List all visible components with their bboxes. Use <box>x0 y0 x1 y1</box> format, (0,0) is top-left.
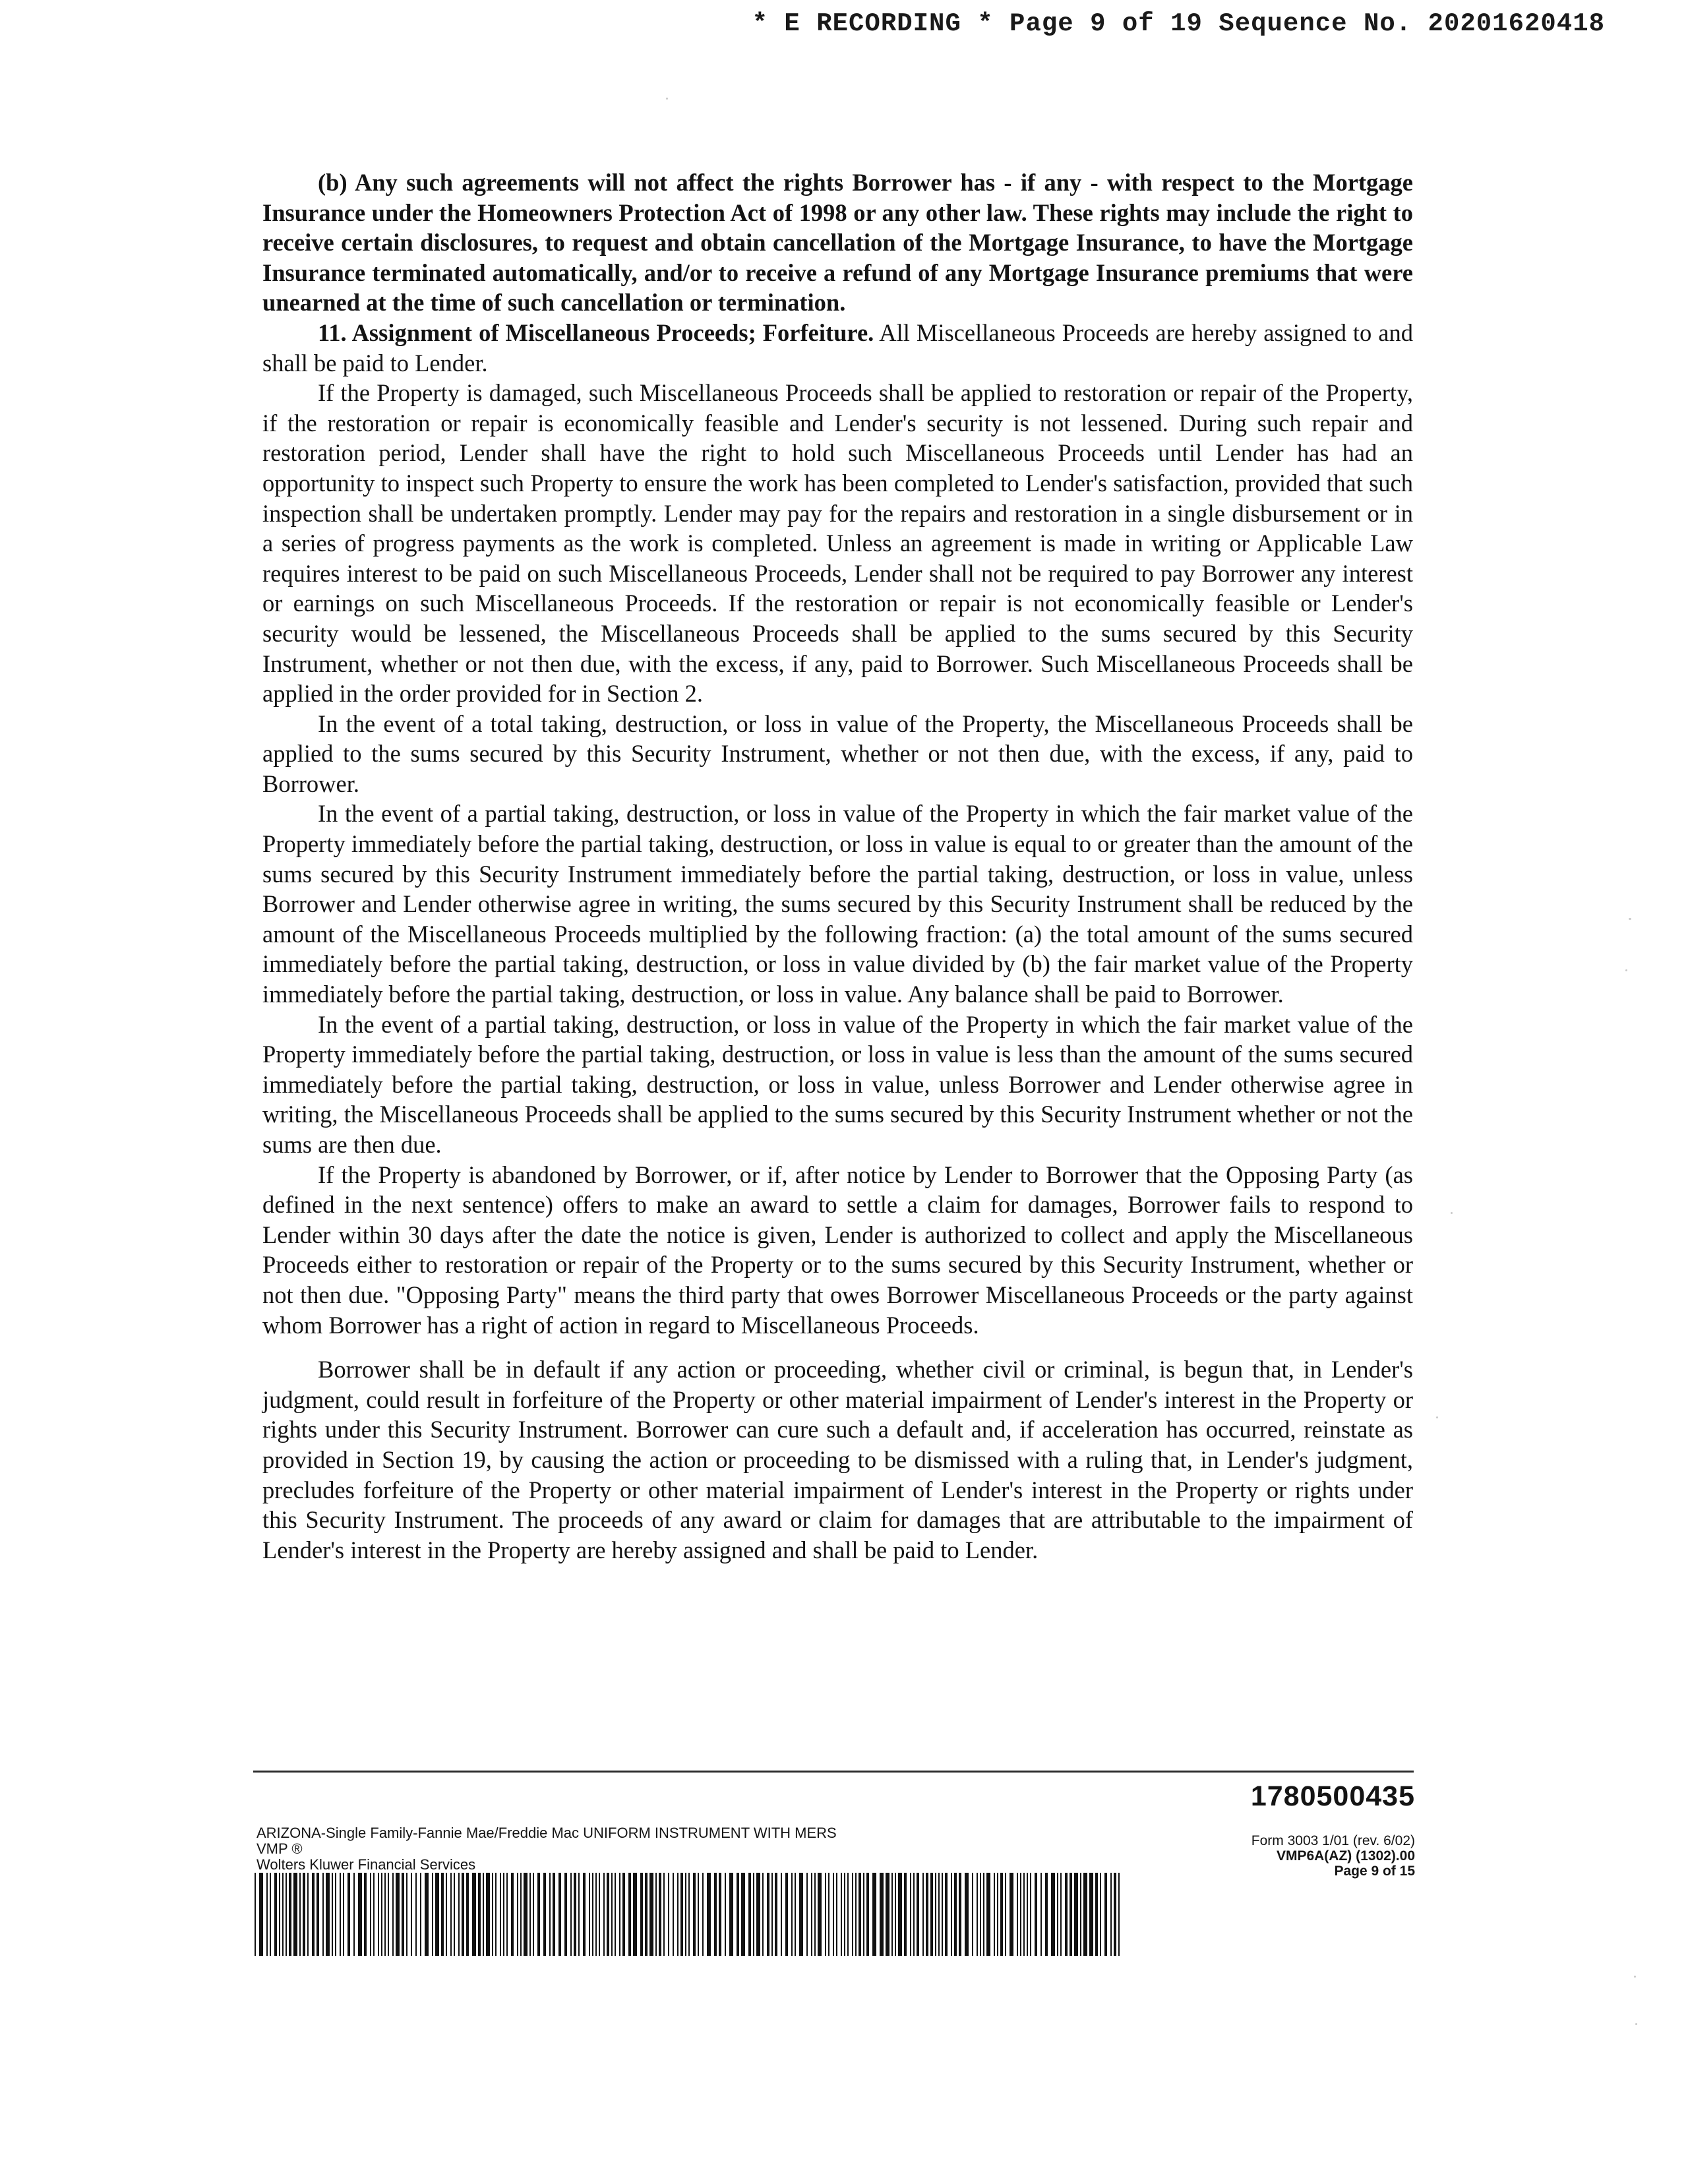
barcode-bar <box>592 1873 593 1956</box>
barcode-bar <box>767 1873 769 1956</box>
barcode-bar <box>570 1873 572 1956</box>
barcode-bar <box>737 1873 739 1956</box>
barcode-bar <box>693 1873 696 1956</box>
barcode-bar <box>673 1873 674 1956</box>
barcode-bar <box>537 1873 540 1956</box>
scan-speck <box>1635 2023 1637 2025</box>
barcode-bar <box>1051 1873 1055 1956</box>
barcode-bar <box>688 1873 690 1956</box>
barcode-bar <box>373 1873 375 1956</box>
barcode-bar <box>415 1873 417 1956</box>
barcode-bar <box>799 1873 803 1956</box>
barcode-bar <box>1023 1873 1025 1956</box>
barcode-bar <box>756 1873 760 1956</box>
barcode-bar <box>358 1873 362 1956</box>
barcode-bar <box>574 1873 576 1956</box>
form-title: ARIZONA-Single Family-Fannie Mae/Freddie Mac UNIFORM INSTRUMENT WITH MERS <box>256 1825 837 1841</box>
barcode-bar <box>685 1873 686 1956</box>
barcode-bar <box>1000 1873 1003 1956</box>
barcode-bar <box>818 1873 822 1956</box>
barcode-bar <box>343 1873 344 1956</box>
footer-divider <box>253 1771 1414 1773</box>
barcode-bar <box>811 1873 812 1956</box>
barcode-bar <box>282 1873 284 1956</box>
barcode-bar <box>279 1873 280 1956</box>
barcode-bar <box>719 1873 721 1956</box>
paragraph-partial-taking-less: In the event of a partial taking, destruction, or loss in value of the Property in which the fair market value of the Property immediately before the partial taking, destruction, or loss in value is less than the amount of the sums secured immediately before the partial taking, destruction, or loss in value, unless Borrower and Lender otherwise agree in writing, the Miscellaneous Proceeds shall be applied to the sums secured by this Security Instrument whether or not the sums are then due. <box>262 1010 1413 1158</box>
barcode-bar <box>1035 1873 1037 1956</box>
barcode-bar <box>1027 1873 1028 1956</box>
barcode-bar <box>1065 1873 1068 1956</box>
barcode-bar <box>753 1873 754 1956</box>
barcode-bar <box>833 1873 834 1956</box>
barcode-bar <box>938 1873 940 1956</box>
barcode-bar <box>640 1873 643 1956</box>
barcode-bar <box>1030 1873 1031 1956</box>
barcode-bar <box>500 1873 501 1956</box>
barcode-bar <box>299 1873 301 1956</box>
barcode-bar <box>795 1873 796 1956</box>
barcode-bar <box>841 1873 842 1956</box>
barcode-bar <box>549 1873 551 1956</box>
paragraph-property-damaged: If the Property is damaged, such Miscellaneous Proceeds shall be applied to restoration or repair of the Property, if the restoration or repair is economically feasible and Lender's security is not lessened. During such repair and restoration period, Lender shall have the right to hold such Miscellaneous Proceeds until Lender has had an opportunity to inspect such Property to ensure the work has been completed to Lender's satisfaction, provided that such inspection shall be undertaken promptly. Lender may pay for the repairs and restoration in a single disbursement or in a series of progress payments as the work is completed. Unless an agreement is made in writing or Applicable Law requires interest to be paid on such Miscellaneous Proceeds, Lender shall not be required to pay Borrower any interest or earnings on such Miscellaneous Proceeds. If the restoration or repair is not economically feasible or Lender's security would be lessened, the Miscellaneous Proceeds shall be applied to the sums secured by this Security Instrument, whether or not then due, with the excess, if any, paid to Borrower. Such Miscellaneous Proceeds shall be applied in the order provided for in Section 2. <box>262 379 1413 708</box>
barcode-bar <box>558 1873 561 1956</box>
barcode-bar <box>529 1873 531 1956</box>
barcode-bar <box>994 1873 995 1956</box>
barcode-bar <box>972 1873 973 1956</box>
barcode-bar <box>847 1873 849 1956</box>
barcode-bar <box>259 1873 263 1956</box>
barcode-bar <box>578 1873 580 1956</box>
barcode-bar <box>425 1873 429 1956</box>
barcode-bar <box>312 1873 315 1956</box>
form-reference <box>1251 1833 1415 1879</box>
barcode-bar <box>441 1873 444 1956</box>
barcode-bar <box>986 1873 990 1956</box>
form-identification <box>256 1825 837 1873</box>
barcode-bar <box>762 1873 764 1956</box>
barcode-bar <box>980 1873 981 1956</box>
barcode-bar <box>478 1873 481 1956</box>
barcode-bar <box>922 1873 924 1956</box>
barcode-bar <box>748 1873 751 1956</box>
barcode-bar <box>663 1873 665 1956</box>
barcode-bar <box>286 1873 287 1956</box>
page-number: Page 9 of 15 <box>1334 1864 1415 1879</box>
form-code: VMP6A(AZ) (1302).00 <box>1276 1848 1415 1864</box>
barcode-bar <box>725 1873 726 1956</box>
scan-speck <box>1436 1416 1438 1418</box>
barcode-bar <box>384 1873 386 1956</box>
barcode-bar <box>1057 1873 1058 1956</box>
barcode-bar <box>406 1873 407 1956</box>
barcode-bar <box>619 1873 620 1956</box>
barcode-bar <box>866 1873 869 1956</box>
barcode-bar <box>316 1873 319 1956</box>
barcode-bar <box>1045 1873 1048 1956</box>
barcode-bar <box>771 1873 773 1956</box>
barcode-bar <box>611 1873 613 1956</box>
barcode-bar <box>785 1873 788 1956</box>
barcode-bar <box>1089 1873 1093 1956</box>
barcode-bar <box>942 1873 943 1956</box>
section-11-intro: All Miscellaneous Proceeds are hereby assigned to and shall be paid to Lender. <box>262 318 1413 377</box>
barcode-bar <box>895 1873 896 1956</box>
barcode-bar <box>917 1873 919 1956</box>
barcode-bar <box>388 1873 389 1956</box>
barcode-bar <box>959 1873 961 1956</box>
barcode-bar <box>806 1873 808 1956</box>
barcode-bar <box>517 1873 518 1956</box>
barcode-bar <box>904 1873 907 1956</box>
barcode-bar <box>274 1873 277 1956</box>
barcode-bar <box>472 1873 476 1956</box>
barcode-bar <box>353 1873 355 1956</box>
barcode-bar <box>677 1873 678 1956</box>
barcode-bar <box>965 1873 969 1956</box>
barcode-bar <box>1083 1873 1087 1956</box>
barcode-bar <box>951 1873 952 1956</box>
barcode-bar <box>880 1873 884 1956</box>
barcode-bar <box>1010 1873 1013 1956</box>
barcode-bar <box>533 1873 534 1956</box>
barcode-bar <box>307 1873 309 1956</box>
scan-speck <box>1451 1212 1453 1214</box>
barcode-bar <box>503 1873 504 1956</box>
paragraph-total-taking: In the event of a total taking, destruction, or loss in value of the Property, the Miscellaneous Proceeds shall be applied to the sums secured by this Security Instrument, whether or not then due, with the excess, if any, paid to Borrower. <box>262 710 1413 797</box>
barcode-bar <box>270 1873 271 1956</box>
barcode-bar <box>1104 1873 1107 1956</box>
barcode-bar <box>462 1873 464 1956</box>
barcode-bar <box>1100 1873 1101 1956</box>
barcode-bar <box>553 1873 555 1956</box>
barcode-bar <box>891 1873 893 1956</box>
barcode-bar <box>603 1873 605 1956</box>
barcode-bar <box>836 1873 837 1956</box>
barcode-bar <box>1074 1873 1078 1956</box>
barcode-bar <box>1070 1873 1072 1956</box>
barcode-bar <box>622 1873 625 1956</box>
barcode-bar <box>435 1873 439 1956</box>
barcode-bar <box>633 1873 637 1956</box>
barcode-bar <box>977 1873 978 1956</box>
barcode-bar <box>607 1873 609 1956</box>
barcode-bar <box>520 1873 522 1956</box>
barcode-bar <box>340 1873 341 1956</box>
barcode-bar <box>589 1873 590 1956</box>
barcode-bar <box>825 1873 826 1956</box>
barcode-bar <box>506 1873 508 1956</box>
barcode-bar <box>655 1873 657 1956</box>
barcode-bar <box>983 1873 984 1956</box>
barcode-bar <box>364 1873 367 1956</box>
barcode-bar <box>913 1873 915 1956</box>
barcode-bar <box>844 1873 845 1956</box>
barcode-bar <box>910 1873 911 1956</box>
barcode-bar <box>511 1873 514 1956</box>
barcode-bar <box>595 1873 597 1956</box>
paragraph-property-abandoned: If the Property is abandoned by Borrower, or if, after notice by Lender to Borrower that the Opposing Party (as defined in the next sentence) offers to make an award to settle a claim for damages, Borrower fails to respond to Lender within 30 days after the date the notice is given, Lender is authorized to collect and apply the Miscellaneous Proceeds either to restoration or repair of the Property or to the sums secured by this Security Instrument, whether or not then due. "Opposing Party" means the third party that owes Borrower Miscellaneous Proceeds or the party against whom Borrower has a right of action in regard to Miscellaneous Proceeds. <box>262 1161 1413 1339</box>
recording-stamp: * E RECORDING * Page 9 of 19 Sequence No. 20201620418 <box>752 9 1605 38</box>
barcode-bar <box>370 1873 371 1956</box>
barcode-bar <box>954 1873 957 1956</box>
barcode-bar <box>326 1873 330 1956</box>
barcode-bar <box>495 1873 497 1956</box>
barcode-bar <box>781 1873 782 1956</box>
barcode-bar <box>402 1873 404 1956</box>
barcode-bar <box>863 1873 864 1956</box>
barcode-bar <box>645 1873 648 1956</box>
barcode-bar <box>926 1873 928 1956</box>
barcode-bar <box>668 1873 669 1956</box>
barcode-bar <box>997 1873 998 1956</box>
barcode-bar <box>583 1873 586 1956</box>
barcode-bar <box>1118 1873 1120 1956</box>
scan-speck <box>1625 969 1627 971</box>
barcode-bar <box>289 1873 291 1956</box>
barcode-bar <box>852 1873 853 1956</box>
paragraph-borrower-default: Borrower shall be in default if any action or proceeding, whether civil or criminal, is begun that, in Lender's judgment, could result in forfeiture of the Property or other material impairment of Lender's interest in the Property or rights under this Security Instrument. Borrower can cure such a default and, if acceleration has occurred, reinstate as provided in Section 19, by causing the action or proceeding to be dismissed with a ruling that, in Lender's judgment, precludes forfeiture of the Property or other material impairment of Lender's interest in the Property or rights under this Security Instrument. The proceeds of any award or claim for damages that are attributable to the impairment of Lender's interest in the Property are hereby assigned and shall be paid to Lender. <box>262 1356 1413 1563</box>
barcode-bar <box>347 1873 350 1956</box>
barcode-bar <box>859 1873 861 1956</box>
barcode-bar <box>1110 1873 1112 1956</box>
barcode-bar <box>872 1873 876 1956</box>
barcode-bar <box>855 1873 857 1956</box>
paragraph-partial-taking-equal: In the event of a partial taking, destruction, or loss in value of the Property in which the fair market value of the Property immediately before the partial taking, destruction, or loss in value is equal to or greater than the amount of the sums secured by this Security Instrument immediately before the partial taking, destruction, or loss in value, unless Borrower and Lender otherwise agree in writing, the sums secured by this Security Instrument shall be reduced by the amount of the Miscellaneous Proceeds multiplied by the following fraction: (a) the total amount of the sums secured immediately before the partial taking, destruction, or loss in value divided by (b) the fair market value of the Property immediately before the partial taking, destruction, or loss in value. Any balance shall be paid to Borrower. <box>262 800 1413 1008</box>
barcode-bar <box>543 1873 546 1956</box>
barcode-bar <box>714 1873 717 1956</box>
form-number: Form 3003 1/01 (rev. 6/02) <box>1251 1833 1415 1848</box>
section-11-heading: 11. Assignment of Miscellaneous Proceeds; Forfeiture. <box>318 318 874 346</box>
barcode-bar <box>420 1873 421 1956</box>
barcode-bar <box>729 1873 733 1956</box>
barcode-bar <box>335 1873 336 1956</box>
scan-speck <box>1634 1976 1636 1978</box>
barcode-bar <box>935 1873 936 1956</box>
barcode-bar <box>564 1873 567 1956</box>
barcode-bar <box>930 1873 933 1956</box>
vmp-mark: VMP ® <box>256 1840 303 1857</box>
barcode-bar <box>322 1873 324 1956</box>
barcode-bar <box>381 1873 382 1956</box>
barcode-bar <box>303 1873 305 1956</box>
section-11-paragraph <box>262 318 1413 378</box>
barcode-bar <box>702 1873 704 1956</box>
scan-speck <box>1629 918 1631 920</box>
barcode-bar <box>1080 1873 1081 1956</box>
barcode-bar <box>450 1873 452 1956</box>
barcode-bar <box>1005 1873 1006 1956</box>
barcode-bar <box>886 1873 889 1956</box>
barcode-bar <box>454 1873 455 1956</box>
barcode-bar <box>599 1873 600 1956</box>
barcode-bar <box>680 1873 683 1956</box>
barcode-bar <box>293 1873 297 1956</box>
barcode <box>253 1873 1124 1956</box>
barcode-bar <box>741 1873 745 1956</box>
barcode-bar <box>1017 1873 1018 1956</box>
barcode-bar <box>1114 1873 1116 1956</box>
barcode-bar <box>945 1873 948 1956</box>
scan-speck <box>666 98 668 100</box>
barcode-bar <box>483 1873 484 1956</box>
barcode-bar <box>659 1873 661 1956</box>
barcode-bar <box>828 1873 829 1956</box>
publisher-name: Wolters Kluwer Financial Services <box>256 1856 476 1873</box>
barcode-bar <box>615 1873 616 1956</box>
barcode-bar <box>1020 1873 1021 1956</box>
barcode-bar <box>898 1873 902 1956</box>
loan-number: 1780500435 <box>1250 1780 1415 1812</box>
barcode-bar <box>392 1873 394 1956</box>
barcode-bar <box>1060 1873 1062 1956</box>
barcode-bar <box>466 1873 469 1956</box>
barcode-bar <box>628 1873 631 1956</box>
barcode-bar <box>698 1873 699 1956</box>
barcode-bar <box>432 1873 433 1956</box>
barcode-bar <box>791 1873 793 1956</box>
barcode-bar <box>775 1873 777 1956</box>
barcode-bar <box>255 1873 256 1956</box>
barcode-bar <box>1040 1873 1042 1956</box>
barcode-bar <box>524 1873 528 1956</box>
barcode-bar <box>266 1873 268 1956</box>
barcode-bar <box>486 1873 490 1956</box>
barcode-bar <box>649 1873 653 1956</box>
barcode-bar <box>378 1873 379 1956</box>
barcode-bar <box>814 1873 816 1956</box>
barcode-bar <box>707 1873 711 1956</box>
document-body <box>262 167 1413 1565</box>
barcode-bar <box>1095 1873 1098 1956</box>
barcode-bar <box>446 1873 447 1956</box>
barcode-bar <box>411 1873 412 1956</box>
barcode-bar <box>458 1873 460 1956</box>
barcode-bar <box>396 1873 400 1956</box>
barcode-bar <box>332 1873 333 1956</box>
barcode-bar <box>492 1873 493 1956</box>
paragraph-b: (b) Any such agreements will not affect the rights Borrower has - if any - with respect to the Mortgage Insurance under the Homeowners Protection Act of 1998 or any other law. These rights may include the right to receive certain disclosures, to request and obtain cancellation of the Mortgage Insurance, to have the Mortgage Insurance terminated automatically, and/or to receive a refund of any Mortgage Insurance premiums that were unearned at the time of such cancellation or termination. <box>262 169 1413 317</box>
